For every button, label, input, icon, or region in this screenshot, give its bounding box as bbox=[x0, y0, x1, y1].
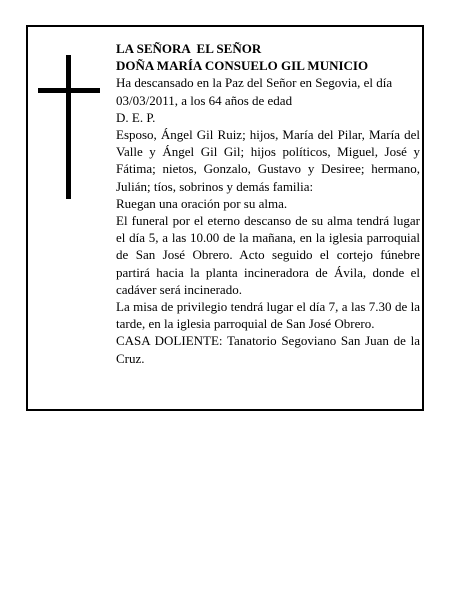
prayer-request: Ruegan una oración por su alma. bbox=[116, 195, 288, 211]
rip-line: D. E. P. bbox=[116, 109, 156, 125]
obituary-notice bbox=[26, 25, 424, 411]
deceased-name: DOÑA MARÍA CONSUELO GIL MUNICIO bbox=[116, 58, 369, 74]
funeral-details: El funeral por el eterno descanso de su alma tendrá lugar el día 5, a las 10.00 de la mañana, en la iglesia parroquial de San José Obrero. Acto seguido el cortejo fúnebre partirá hacia la planta incineradora de Ávila, donde el cadáver será incinerado. bbox=[116, 213, 420, 297]
death-announcement: Ha descansado en la Paz del Señor en Segovia, el día 03/03/2011, a los 64 años de edad bbox=[116, 75, 393, 108]
cross-horizontal-bar bbox=[38, 88, 100, 93]
mass-details: La misa de privilegio tendrá lugar el día 7, a las 7.30 de la tarde, en la iglesia parroquial de San José Obrero. bbox=[116, 299, 420, 332]
notice-text bbox=[116, 40, 420, 367]
heading-titles: LA SEÑORA EL SEÑOR bbox=[116, 41, 262, 56]
cross-icon bbox=[38, 55, 100, 199]
mourning-house: CASA DOLIENTE: Tanatorio Segoviano San Juan de la Cruz. bbox=[116, 333, 420, 366]
cross-vertical-bar bbox=[66, 55, 71, 199]
family-list: Esposo, Ángel Gil Ruiz; hijos, María del Pilar, María del Valle y Ángel Gil Gil; hijos políticos, Miguel, José y Fátima; nietos, Gonzalo, Gustavo y Desiree; hermano, Julián; tíos, sobrinos y demás familia: bbox=[116, 127, 420, 194]
